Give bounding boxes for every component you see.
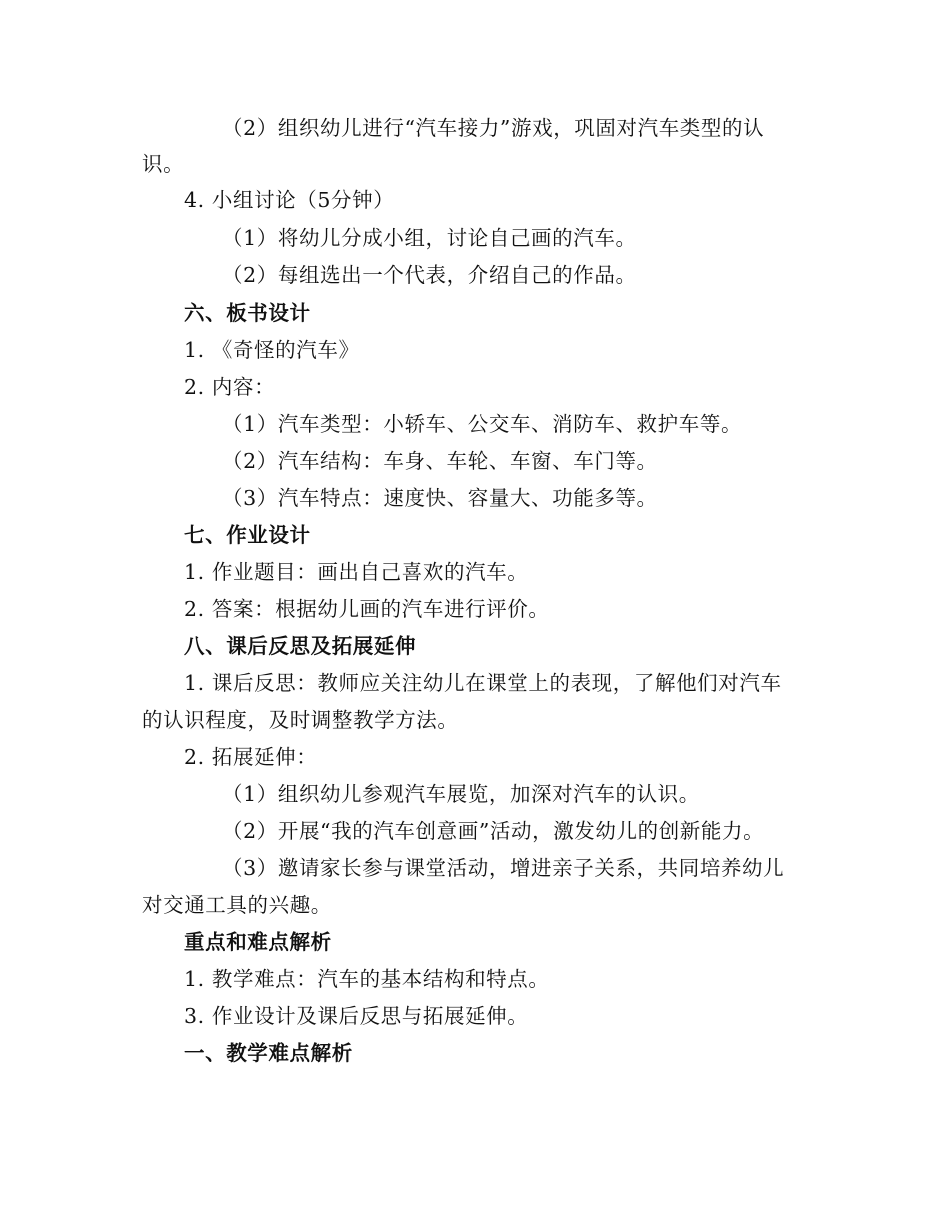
section-heading: 八、课后反思及拓展延伸 bbox=[184, 634, 417, 658]
list-item: （3）汽车特点：速度快、容量大、功能多等。 bbox=[222, 486, 658, 510]
list-item: 1. 《奇怪的汽车》 bbox=[184, 338, 360, 362]
section-heading: 七、作业设计 bbox=[184, 523, 311, 547]
paragraph-line: 对交通工具的兴趣。 bbox=[142, 893, 332, 917]
list-item: （1）汽车类型：小轿车、公交车、消防车、救护车等。 bbox=[222, 412, 743, 436]
section-heading: 六、板书设计 bbox=[184, 301, 311, 325]
list-item: 2. 答案：根据幼儿画的汽车进行评价。 bbox=[184, 597, 550, 621]
paragraph-line: （2）组织幼儿进行“汽车接力”游戏，巩固对汽车类型的认 bbox=[222, 116, 765, 140]
list-item: 2. 内容： bbox=[184, 375, 276, 399]
list-item: 3. 作业设计及课后反思与拓展延伸。 bbox=[184, 1004, 529, 1028]
section-heading: 一、教学难点解析 bbox=[184, 1041, 353, 1065]
list-item: （1）将幼儿分成小组，讨论自己画的汽车。 bbox=[222, 226, 637, 250]
list-item: （3）邀请家长参与课堂活动，增进亲子关系，共同培养幼儿 bbox=[222, 856, 785, 880]
list-item: 1. 教学难点：汽车的基本结构和特点。 bbox=[184, 967, 550, 991]
section-heading: 重点和难点解析 bbox=[184, 930, 332, 954]
list-item: 4. 小组讨论（5分钟） bbox=[184, 188, 395, 212]
list-item: 1. 课后反思：教师应关注幼儿在课堂上的表现，了解他们对汽车 bbox=[184, 671, 782, 695]
list-item: （2）汽车结构：车身、车轮、车窗、车门等。 bbox=[222, 449, 658, 473]
list-item: （1）组织幼儿参观汽车展览，加深对汽车的认识。 bbox=[222, 782, 700, 806]
paragraph-line: 识。 bbox=[142, 152, 185, 176]
list-item: 2. 拓展延伸： bbox=[184, 745, 318, 769]
list-item: 1. 作业题目：画出自己喜欢的汽车。 bbox=[184, 560, 529, 584]
paragraph-line: 的认识程度，及时调整教学方法。 bbox=[142, 708, 459, 732]
list-item: （2）开展“我的汽车创意画”活动，激发幼儿的创新能力。 bbox=[222, 819, 765, 843]
list-item: （2）每组选出一个代表，介绍自己的作品。 bbox=[222, 263, 637, 287]
